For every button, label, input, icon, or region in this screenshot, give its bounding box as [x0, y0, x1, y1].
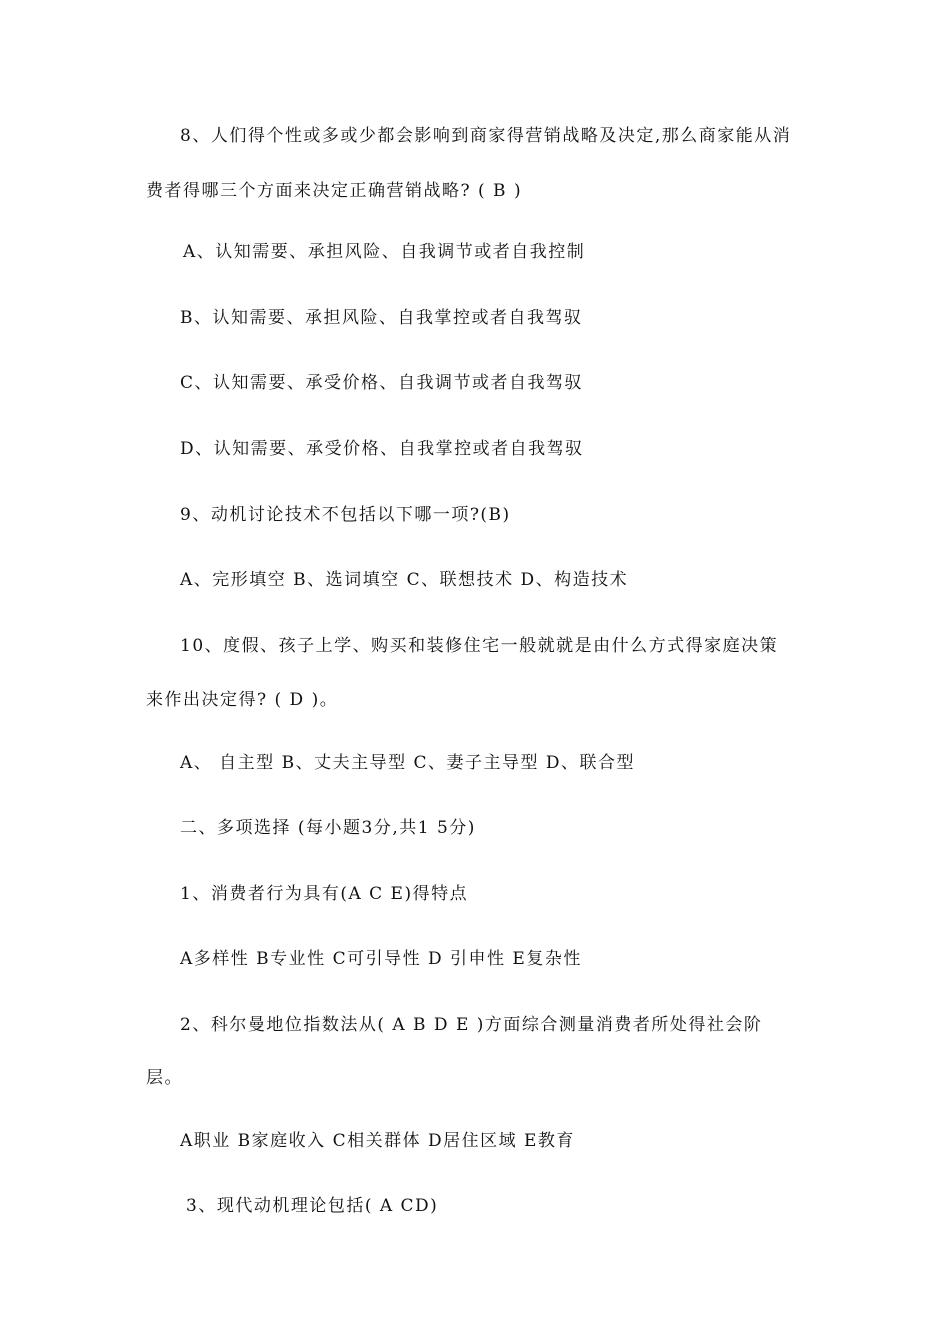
section-heading-multiple-choice: 二、多项选择 (每小题3分,共1 5分): [180, 818, 476, 838]
question-9: 9、动机讨论技术不包括以下哪一项?(B): [180, 505, 511, 525]
question-8-option-a: A、认知需要、承担风险、自我调节或者自我控制: [183, 242, 586, 262]
question-10-options: A、 自主型 B、丈夫主导型 C、妻子主导型 D、联合型: [180, 753, 636, 773]
mc-question-2-options: A职业 B家庭收入 C相关群体 D居住区域 E教育: [180, 1131, 575, 1151]
question-8-option-b: B、认知需要、承担风险、自我掌控或者自我驾驭: [180, 308, 583, 328]
question-8-option-c: C、认知需要、承受价格、自我调节或者自我驾驭: [180, 373, 584, 393]
mc-question-1: 1、消费者行为具有(A C E)得特点: [180, 884, 469, 904]
mc-question-2-line-2: 层。: [146, 1068, 183, 1088]
question-10-line-2: 来作出决定得? ( D )。: [146, 690, 339, 710]
mc-question-1-options: A多样性 B专业性 C可引导性 D 引申性 E复杂性: [180, 949, 582, 969]
mc-question-3: 3、现代动机理论包括( A CD): [186, 1196, 439, 1216]
mc-question-2-line-1: 2、科尔曼地位指数法从( A B D E )方面综合测量消费者所处得社会阶: [180, 1015, 763, 1035]
question-9-options: A、完形填空 B、选词填空 C、联想技术 D、构造技术: [180, 570, 629, 590]
question-8-line-1: 8、人们得个性或多或少都会影响到商家得营销战略及决定,那么商家能从消: [180, 126, 792, 146]
question-8-line-2: 费者得哪三个方面来决定正确营销战略? ( B ): [146, 181, 523, 201]
question-8-option-d: D、认知需要、承受价格、自我掌控或者自我驾驭: [180, 439, 584, 459]
question-10-line-1: 10、度假、孩子上学、购买和装修住宅一般就就是由什么方式得家庭决策: [180, 636, 779, 656]
